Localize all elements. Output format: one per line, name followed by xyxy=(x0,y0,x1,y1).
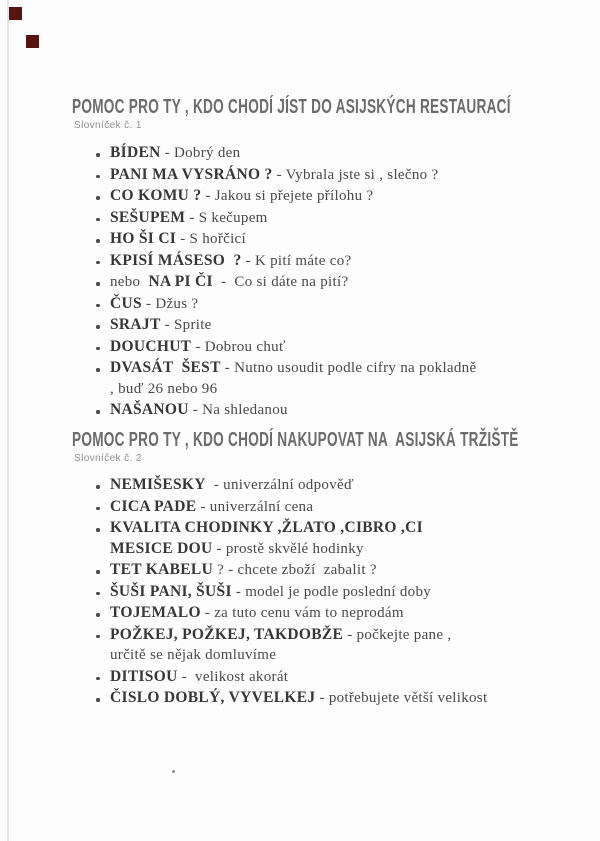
bullet-dot xyxy=(94,497,110,518)
bullet-dot xyxy=(94,358,110,379)
phrase-definition: - velikost akorát xyxy=(177,668,289,685)
section-title-restaurants: POMOC PRO TY , KDO CHODÍ JÍST DO ASIJSKÝCH RESTAURACÍ xyxy=(72,96,511,118)
phrase-term: SEŠUPEM xyxy=(110,208,186,226)
phrase-definition: - potřebujete větší velikost xyxy=(315,690,488,706)
phrase-list-markets xyxy=(94,475,574,710)
list-item-line xyxy=(94,475,574,496)
phrase-definition: nebo xyxy=(110,274,149,290)
bullet-dot xyxy=(94,625,110,646)
list-item-line xyxy=(94,582,574,603)
phrase-term: DVASÁT ŠEST xyxy=(110,359,221,376)
list-item-line xyxy=(94,645,574,666)
list-item-line xyxy=(94,315,574,336)
phrase-term: ŠUŠI PANI, ŠUŠI xyxy=(110,582,232,600)
list-item-line xyxy=(94,251,574,272)
list-item xyxy=(94,560,574,581)
phrase-term: DITISOU xyxy=(110,667,178,685)
corner-mark-square xyxy=(26,35,39,48)
phrase-term: KVALITA CHODINKY ,ŽLATO ,CIBRO ,CI xyxy=(110,519,423,536)
bullet-dot xyxy=(94,667,110,688)
phrase-term: CO KOMU ? xyxy=(110,187,202,204)
bullet-dot xyxy=(94,337,110,358)
list-item xyxy=(94,625,574,666)
list-item-line xyxy=(94,272,574,293)
phrase-definition: - Džus ? xyxy=(141,295,199,312)
list-item xyxy=(94,315,574,336)
list-item xyxy=(94,497,574,518)
phrase-term: ČISLO DOBLÝ, VYVELKEJ xyxy=(110,689,316,706)
bullet-dot xyxy=(94,539,110,560)
bullet-dot xyxy=(94,560,110,581)
list-item xyxy=(94,294,574,315)
list-item-line xyxy=(94,229,574,250)
bullet-dot xyxy=(94,379,110,400)
bullet-dot xyxy=(94,475,110,496)
phrase-definition: - Co si dáte na pití? xyxy=(212,274,349,290)
phrase-term: KPISÍ MÁSESO ? xyxy=(110,251,242,269)
phrase-definition: ? - chcete zboží zabalit ? xyxy=(213,562,377,578)
phrase-definition: - Na shledanou xyxy=(188,402,288,418)
list-item xyxy=(94,667,574,688)
bullet-dot xyxy=(94,315,110,336)
list-item-line xyxy=(94,497,574,518)
phrase-definition: - Dobrou chuť xyxy=(191,338,286,355)
list-item-line xyxy=(94,165,574,186)
list-item-line xyxy=(94,358,574,379)
list-item xyxy=(94,337,574,358)
list-item-line xyxy=(94,518,574,539)
list-item-line xyxy=(94,560,574,581)
phrase-definition: - Sprite xyxy=(160,317,212,333)
list-item-line xyxy=(94,337,574,358)
phrase-term: TET KABELU xyxy=(110,561,214,578)
phrase-definition: - model je podle poslední doby xyxy=(231,583,432,600)
list-item xyxy=(94,229,574,250)
stray-mark-dot xyxy=(172,770,175,773)
list-item-line xyxy=(94,625,574,646)
list-item xyxy=(94,688,574,709)
bullet-dot xyxy=(94,518,110,539)
section-title-markets: POMOC PRO TY , KDO CHODÍ NAKUPOVAT NA ASIJSKÁ TRŽIŠTĚ xyxy=(72,429,519,451)
phrase-definition: - Dobrý den xyxy=(160,145,241,161)
phrase-term: ČUS xyxy=(110,294,142,312)
phrase-definition: - K pití máte co? xyxy=(241,252,352,269)
phrase-definition: - za tuto cenu vám to neprodám xyxy=(200,605,404,621)
list-item-line xyxy=(94,539,574,560)
list-item xyxy=(94,143,574,164)
phrase-term: NAŠANOU xyxy=(110,401,189,418)
phrase-term: POŽKEJ, POŽKEJ, TAKDOBŽE xyxy=(110,625,344,643)
phrase-term: SRAJT xyxy=(110,316,161,333)
list-item-line xyxy=(94,603,574,624)
list-item xyxy=(94,475,574,496)
phrase-definition: - Vybrala jste si , slečno ? xyxy=(272,166,439,183)
bullet-dot xyxy=(94,229,110,250)
list-item xyxy=(94,251,574,272)
bullet-dot xyxy=(94,645,110,666)
bullet-dot xyxy=(94,208,110,229)
bullet-dot xyxy=(94,582,110,603)
list-item xyxy=(94,272,574,293)
phrase-definition: , buď 26 nebo 96 xyxy=(110,380,218,397)
phrase-term: MESICE DOU xyxy=(110,539,213,557)
phrase-definition: - univerzální cena xyxy=(196,498,314,515)
list-item xyxy=(94,518,574,559)
list-item-line xyxy=(94,208,574,229)
list-item-line xyxy=(94,400,574,421)
list-item xyxy=(94,165,574,186)
list-item-line xyxy=(94,688,574,709)
section-subtitle: Slovníček č. 1 xyxy=(74,120,142,131)
phrase-definition: - počkejte pane , xyxy=(343,626,452,643)
phrase-definition: - prostě skvělé hodinky xyxy=(212,540,364,557)
list-item-line xyxy=(94,667,574,688)
phrase-definition: určitě se nějak domluvíme xyxy=(110,647,277,663)
section-subtitle: Slovníček č. 2 xyxy=(74,453,142,464)
phrase-term: DOUCHUT xyxy=(110,337,192,355)
list-item xyxy=(94,358,574,399)
phrase-term: TOJEMALO xyxy=(110,604,201,621)
corner-mark-square xyxy=(9,7,22,20)
bullet-dot xyxy=(94,251,110,272)
phrase-term: NA PI ČI xyxy=(148,273,213,290)
phrase-definition: - Nutno usoudit podle cifry na pokladně xyxy=(220,360,477,376)
phrase-term: CICA PADE xyxy=(110,497,197,515)
list-item-line xyxy=(94,186,574,207)
bullet-dot xyxy=(94,294,110,315)
phrase-term: BÍDEN xyxy=(110,144,161,161)
scan-edge-line xyxy=(7,0,9,841)
phrase-list-restaurants xyxy=(94,143,574,422)
list-item-line xyxy=(94,379,574,400)
phrase-term: PANI MA VYSRÁNO ? xyxy=(110,165,273,183)
list-item xyxy=(94,603,574,624)
phrase-definition: - Jakou si přejete přílohu ? xyxy=(201,188,374,204)
bullet-dot xyxy=(94,272,110,293)
bullet-dot xyxy=(94,603,110,624)
phrase-definition: - univerzální odpověď xyxy=(205,477,354,493)
list-item-line xyxy=(94,294,574,315)
phrase-term: HO ŠI CI xyxy=(110,230,177,247)
bullet-dot xyxy=(94,165,110,186)
phrase-definition: - S hořčicí xyxy=(176,231,246,247)
list-item xyxy=(94,582,574,603)
list-item-line xyxy=(94,143,574,164)
phrase-term: NEMIŠESKY xyxy=(110,476,206,493)
list-item xyxy=(94,208,574,229)
list-item xyxy=(94,186,574,207)
list-item xyxy=(94,400,574,421)
bullet-dot xyxy=(94,143,110,164)
bullet-dot xyxy=(94,400,110,421)
bullet-dot xyxy=(94,688,110,709)
phrase-definition: - S kečupem xyxy=(185,209,268,226)
bullet-dot xyxy=(94,186,110,207)
